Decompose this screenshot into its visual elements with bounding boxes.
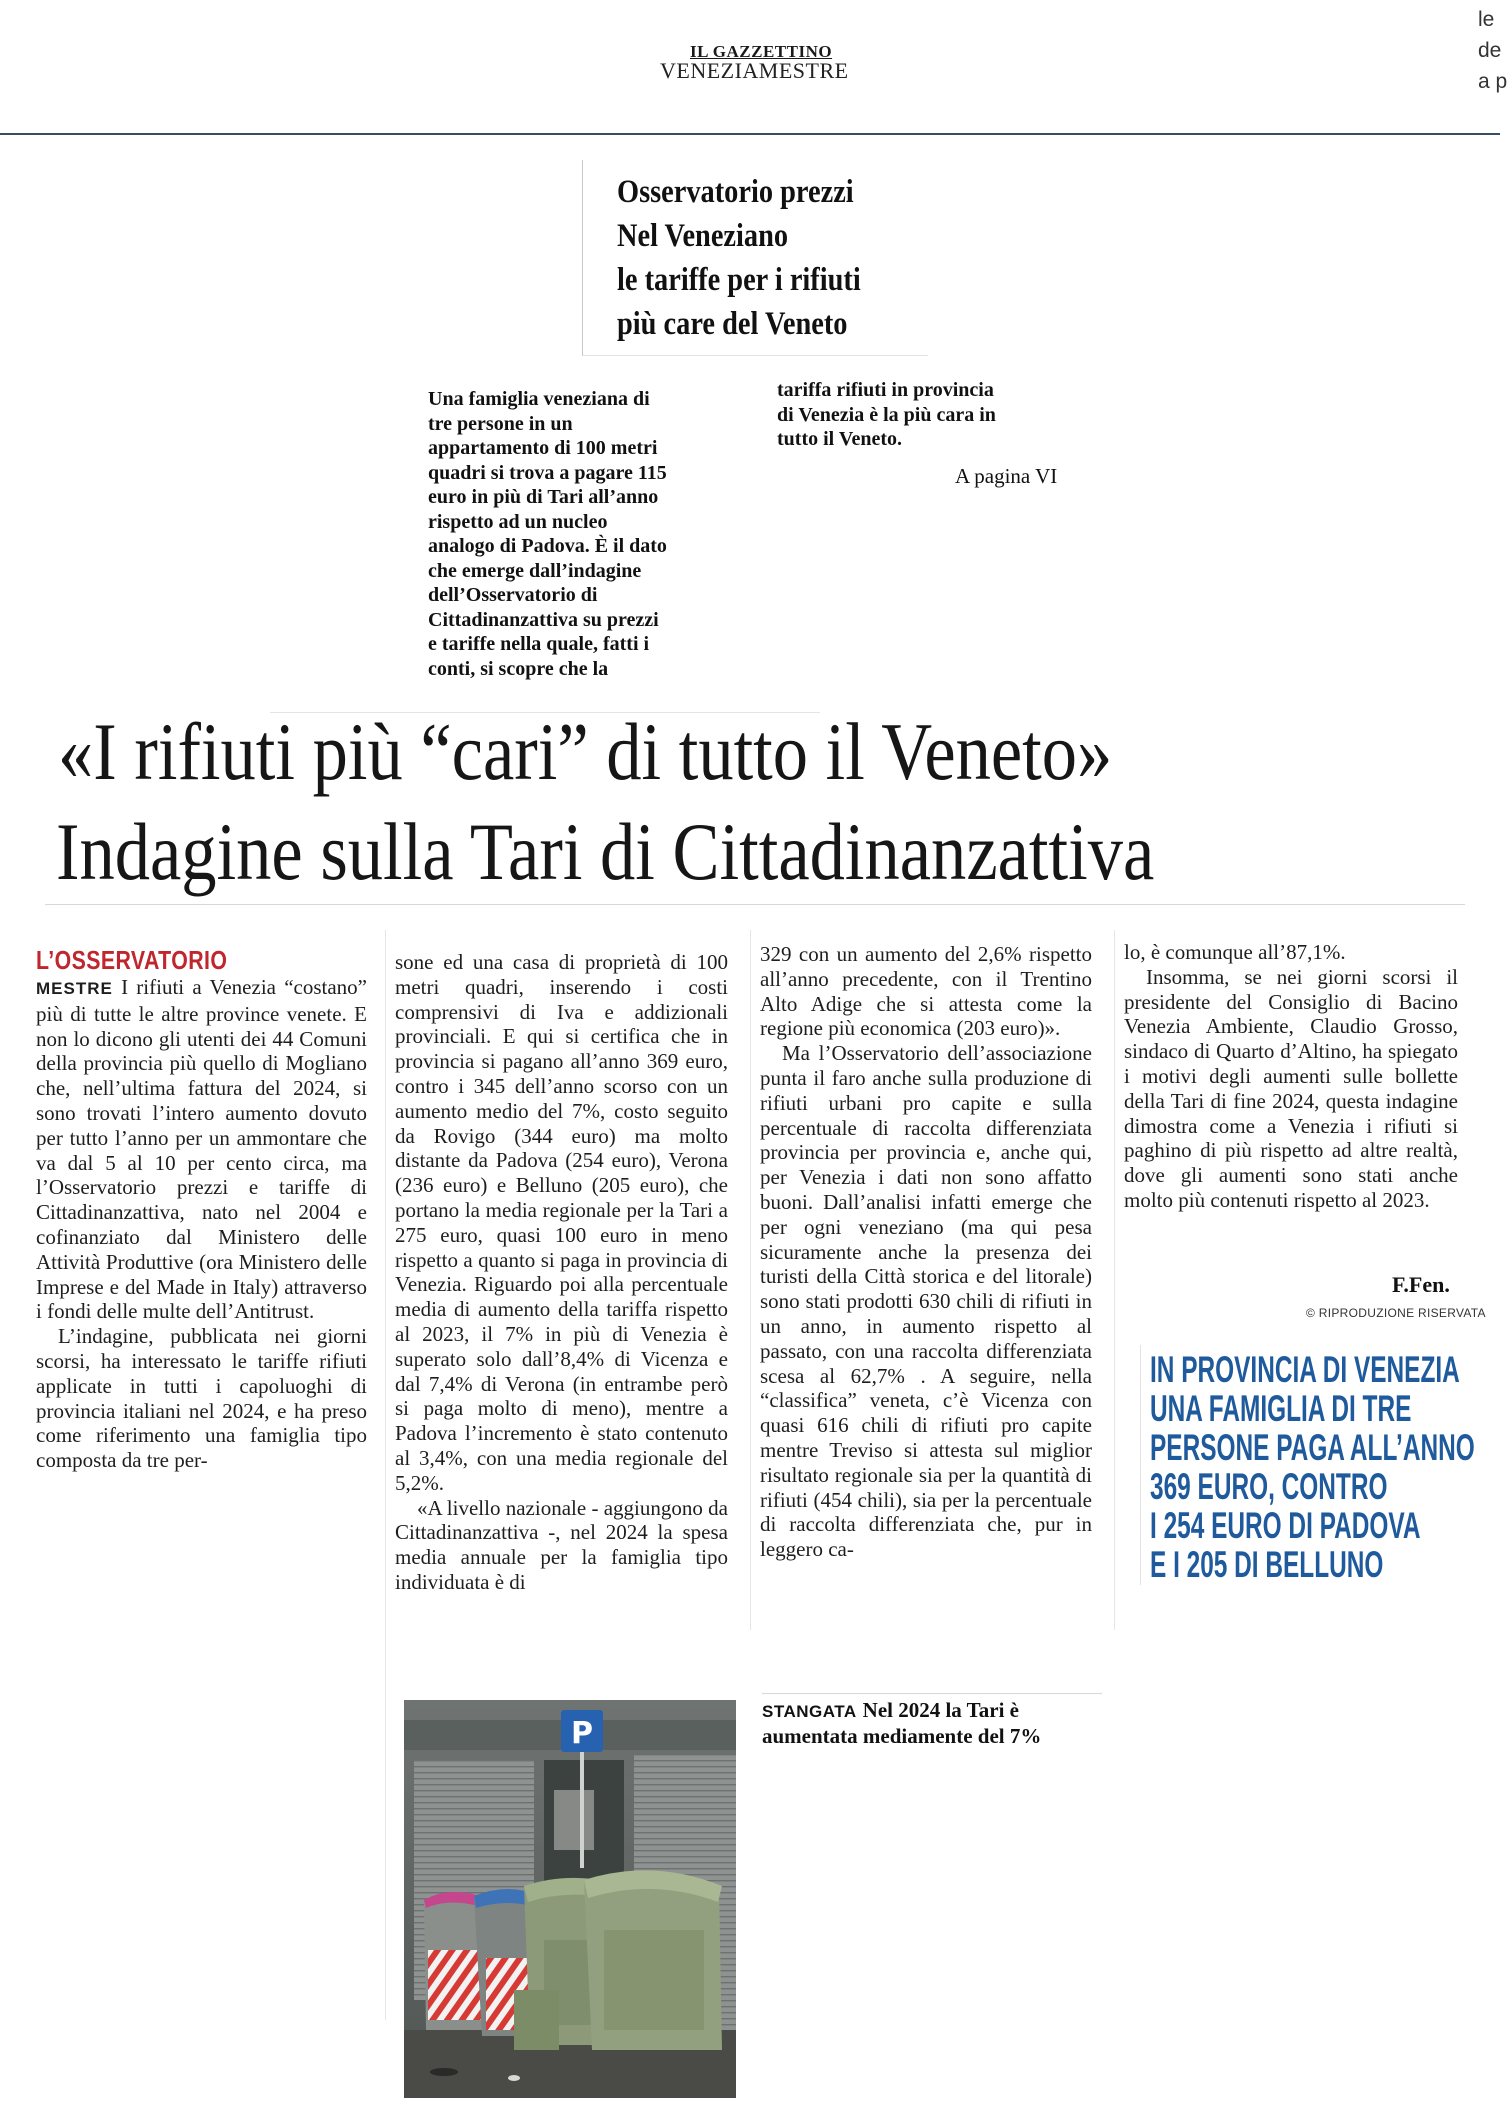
summary-line: appartamento di 100 metri [428,437,658,459]
paragraph: L’indagine, pubblicata nei giorni scorsi, ha interessato le tariffe rifiuti applicate in tutti i capoluoghi di provincia italiani nel 2024, e ha preso come riferimento una famiglia tipo composta da tre per- [36,1324,367,1473]
summary-line: tre persone in un [428,412,573,435]
paragraph: Insomma, se nei giorni scorsi il presidente del Consiglio di Bacino Venezia Ambiente, Claudio Grosso, sindaco di Quarto d’Altino, ha spiegato i motivi degli aumenti sulle bollette della Tari di fine 2024, questa indagine dimostra come a Venezia i rifiuti si paghino di più rispetto ad altre realtà, dove gli aumenti sono stati anche molto più contenuti rispetto al 2023. [1124,964,1458,1212]
summary-line: Cittadinanzattiva su prezzi [428,608,659,631]
pull-quote-line: E I 205 DI BELLUNO [1150,1544,1384,1585]
pull-quote-line: I 254 EURO DI PADOVA [1150,1505,1421,1546]
pull-quote [1150,1350,1480,1584]
article-column-1 [36,975,367,1473]
teaser-box [582,160,928,356]
summary-line: tariffa rifiuti in provincia [777,379,994,401]
dateline: MESTRE [36,979,113,998]
page-reference: A pagina VI [955,464,1058,488]
teaser-title-line: Nel Veneziano [617,218,789,254]
copyright-notice: © RIPRODUZIONE RISERVATA [1306,1306,1486,1320]
caption-tag: STANGATA [762,1702,857,1721]
summary-line: e tariffe nella quale, fatti i [428,633,650,655]
waste-bin [584,1870,722,2050]
caption-text: Nel 2024 la Tari è aumentata mediamente del 7% [762,1698,1042,1748]
summary-line: Una famiglia veneziana di [428,388,650,410]
headline-line-2: Indagine sulla Tari di Cittadinanzattiva [56,806,1155,897]
header-divider [0,133,1500,135]
article-column-4 [1124,940,1458,1213]
column-divider [1114,930,1115,1630]
teaser-title [617,170,892,346]
article-column-2 [395,950,728,1595]
callout-divider [1140,1345,1141,1585]
teaser-title-line: Osservatorio prezzi [617,174,854,210]
summary-line: dell’Osservatorio di [428,584,598,606]
teaser-title-line: più care del Veneto [617,306,848,342]
snippet-line: a p [1478,70,1507,93]
teaser-summary-right [777,378,1107,452]
author-signature: F.Fen. [1392,1272,1450,1297]
summary-line: euro in più di Tari all’anno [428,486,659,508]
article-column-3 [760,942,1092,1562]
masthead-logo [660,40,860,82]
snippet-line: de [1478,39,1502,62]
pull-quote-line: 369 EURO, CONTRO [1150,1466,1388,1507]
pull-quote-line: UNA FAMIGLIA DI TRE [1150,1388,1412,1429]
summary-line: tutto il Veneto. [777,428,902,450]
teaser-title-line: le tariffe per i rifiuti [617,262,861,298]
headline-line-1: «I rifiuti più “cari” di tutto il Veneto» [58,706,1113,797]
paragraph: 329 con un aumento del 2,6% rispetto all’anno precedente, con il Trentino Alto Adige che si attesta come la regione più economica (203 euro)». [760,942,1092,1041]
paragraph: sone ed una casa di proprietà di 100 metri quadri, inserendo i costi comprensivi di Iva e addizionali provinciali. E qui si certifica che in provincia si pagano all’anno 369 euro, contro i 345 dell’anno scorso con un aumento medio del 7%, costo seguito da Rovigo (344 euro) ma molto distante da Padova (254 euro), Verona (236 euro) e Belluno (205 euro), che portano la media regionale per la Tari a 275 euro, quasi 100 euro in meno rispetto a quanto si paga in provincia di Venezia. Riguardo poi alla percentuale media di aumento della tariffa rispetto al 2023, il 7% in più di Venezia è superato solo dall’8,4% di Vicenza e dal 7,4% di Verona (in entrambe però si paga molto di meno), mentre a Padova l’incremento è stato contenuto al 3,4%, con una media regionale del 5,2%. [395,950,728,1495]
summary-line: quadri si trova a pagare 115 [428,461,667,484]
summary-line: di Venezia è la più cara in [777,403,996,426]
masthead-bottom: VENEZIAMESTRE [660,58,849,83]
summary-line: analogo di Padova. È il dato [428,535,667,557]
summary-line: che emerge dall’indagine [428,559,642,582]
paragraph: I rifiuti a Venezia “costano” più di tutte le altre province venete. E non lo dicono gli utenti dei 44 Comuni della provincia più quello di Mogliano che, nell’ultima fattura del 2024, si sono trovati l’intero aumento dovuto per tutto l’anno per un ammontare che va dal 5 al 10 per cento circa, ma l’Osservatorio prezzi e tariffe di Cittadinanzattiva, nato nel 2004 e cofinanziato dal Ministero delle Attività Produttive (ora Ministero delle Imprese e del Made in Italy) attraverso i fondi delle multe dell’Antitrust. [36,975,367,1324]
paragraph: lo, è comunque all’87,1%. [1124,940,1346,964]
snippet-line: le [1478,8,1495,31]
pull-quote-line: IN PROVINCIA DI VENEZIA [1150,1349,1460,1390]
teaser-summary-left [428,387,728,681]
paragraph: Ma l’Osservatorio dell’associazione punta il faro anche sulla produzione di rifiuti urbani pro capite e sulla percentuale di raccolta differenziata provincia per provincia e, anche qui, per Venezia i dati non sono affatto buoni. Dall’analisi infatti emerge che per ogni veneziano (ma qui pesa sicuramente anche la presenza dei turisti della Città storica e del litorale) sono stati prodotti 630 chili di rifiuti in un anno, in aumento rispetto al passato, con una raccolta differenziata scesa al 62,7% . A seguire, nella “classifica” veneta, c’è Vicenza con quasi 616 chili di rifiuti pro capite mentre Treviso si attesta sul miglior risultato regionale sia per la quantità di rifiuti (454 chili), sia per la percentuale di raccolta differenziata che, pur in leggero ca- [760,1041,1092,1562]
parking-sign-letter: P [571,1716,593,1751]
article-kicker: L’OSSERVATORIO [36,945,228,975]
photo-waste-bins [404,1700,736,2098]
masthead-top: IL GAZZETTINO [690,42,833,61]
column-divider [750,930,751,1630]
pull-quote-line: PERSONE PAGA ALL’ANNO [1150,1427,1475,1468]
column-divider [385,930,386,2020]
adjacent-page-snippet [1478,4,1507,97]
photo-caption [762,1693,1102,1749]
paragraph: «A livello nazionale - aggiungono da Cittadinanzattiva -, nel 2024 la spesa media annuale per la famiglia tipo individuata è di [395,1495,728,1594]
headline-rule [45,904,1465,905]
summary-line: conti, si scopre che la [428,657,609,680]
summary-line: rispetto ad un nucleo [428,510,608,533]
